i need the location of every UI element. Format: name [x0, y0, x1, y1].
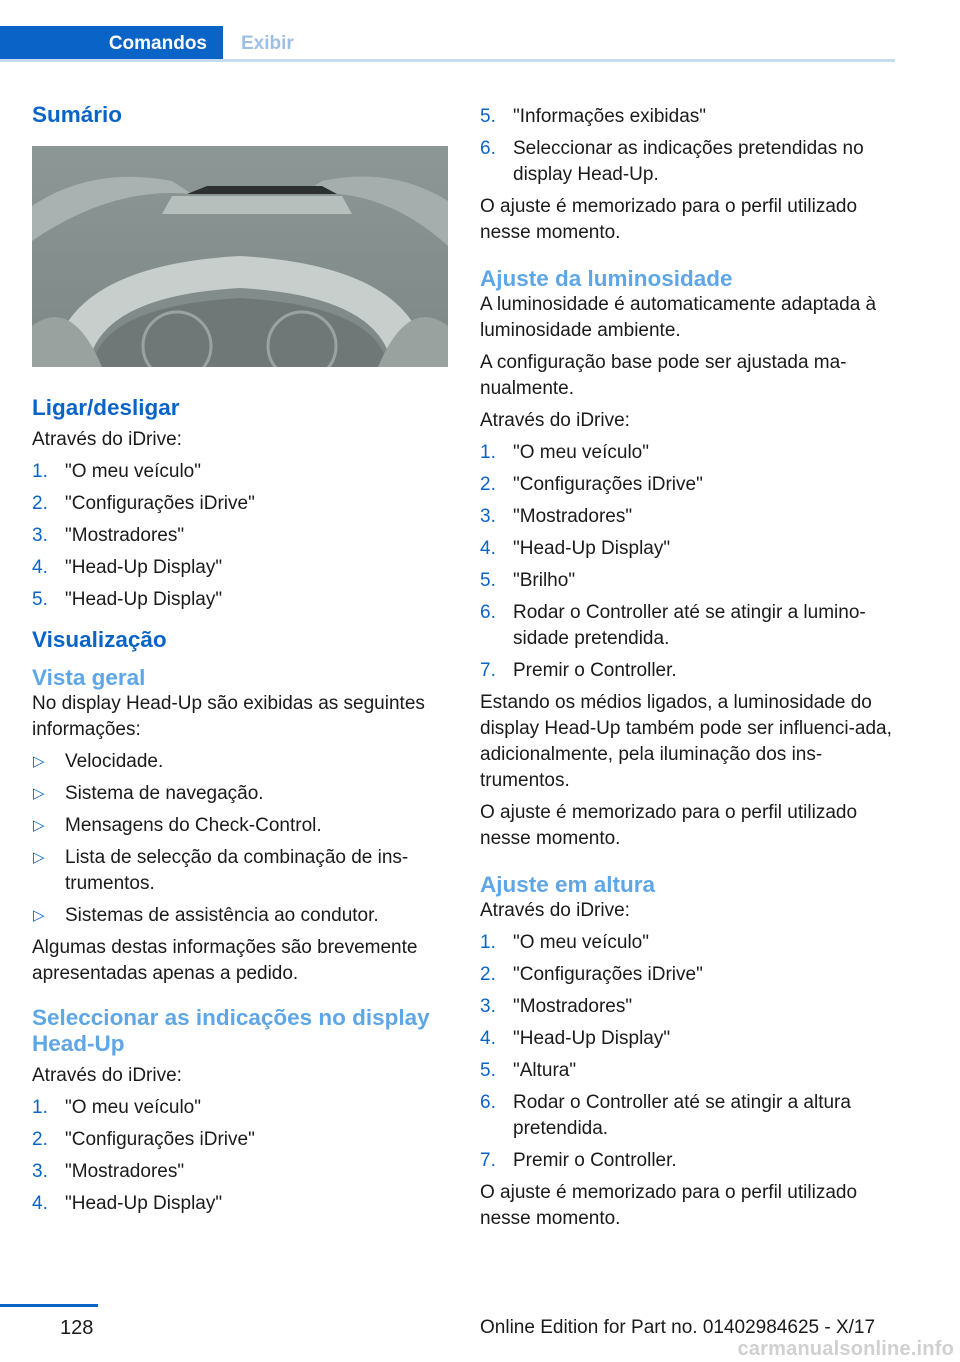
list-item: 1. "O meu veículo": [480, 932, 649, 953]
list-item: 3. "Mostradores": [480, 506, 633, 527]
edition-note: Online Edition for Part no. 01402984625 - X/17: [480, 1317, 876, 1338]
list-item: 4. "Head-Up Display": [32, 557, 223, 578]
vista-heading: Vista geral: [32, 665, 146, 690]
triangle-bullet-icon: ▷: [33, 753, 45, 770]
altura-intro: Através do iDrive:: [480, 900, 630, 921]
tab-exibir[interactable]: Exibir: [241, 33, 294, 54]
triangle-bullet-icon: ▷: [33, 817, 45, 834]
vista-items: [32, 749, 448, 929]
luminosidade-intro: Através do iDrive:: [480, 410, 630, 431]
triangle-bullet-icon: ▷: [33, 785, 45, 802]
page-number: 128: [60, 1317, 94, 1339]
list-item: 3. "Mostradores": [32, 1161, 185, 1182]
list-item: 1. "O meu veículo": [32, 461, 201, 482]
list-item: 1. "O meu veículo": [480, 442, 649, 463]
list-item: 5. "Head-Up Display": [32, 589, 223, 610]
list-item: ▷ Mensagens do Check-Control.: [32, 813, 448, 839]
seleccionar-intro: Através do iDrive:: [32, 1065, 182, 1086]
ligar-heading: Ligar/desligar: [32, 395, 180, 420]
left-column: [32, 100, 448, 1223]
list-item: 3. "Mostradores": [480, 996, 633, 1017]
triangle-bullet-icon: ▷: [33, 907, 45, 924]
list-item: 5. "Informações exibidas": [480, 106, 707, 127]
tab-comandos[interactable]: Comandos: [0, 26, 223, 62]
luminosidade-p1: A luminosidade é automaticamente adaptada à luminosidade ambiente.: [480, 294, 877, 341]
luminosidade-heading: Ajuste da luminosidade: [480, 266, 733, 291]
seleccionar-steps: [32, 1095, 448, 1217]
list-item: 2. "Configurações iDrive": [32, 493, 255, 514]
list-item: 6. Seleccionar as indicações pretendidas no display Head-Up.: [480, 138, 864, 185]
list-item: 4. "Head-Up Display": [480, 538, 671, 559]
list-item: 2. "Configurações iDrive": [480, 964, 703, 985]
luminosidade-p2: A configuração base pode ser ajustada ma-nualmente.: [480, 352, 847, 399]
head-up-display-photo: [32, 146, 448, 367]
list-item: 2. "Configurações iDrive": [480, 474, 703, 495]
list-item: 2. "Configurações iDrive": [32, 1129, 255, 1150]
list-item: 5. "Brilho": [480, 570, 576, 591]
list-item: ▷ Sistema de navegação.: [32, 781, 448, 807]
list-item: 6. Rodar o Controller até se atingir a altura pretendida.: [480, 1092, 851, 1139]
list-item: 7. Premir o Controller.: [480, 660, 677, 681]
tab-bar: [0, 26, 895, 62]
vista-intro: No display Head-Up são exibidas as seguintes informações:: [32, 693, 425, 740]
list-item: 4. "Head-Up Display": [32, 1193, 223, 1214]
seleccionar-heading: Seleccionar as indicações no display Head-Up: [32, 1005, 430, 1056]
list-item: 7. Premir o Controller.: [480, 1150, 677, 1171]
tab-underline: [0, 59, 895, 62]
list-item: 4. "Head-Up Display": [480, 1028, 671, 1049]
visualizacao-heading: Visualização: [32, 627, 167, 652]
triangle-bullet-icon: ▷: [33, 849, 45, 866]
page-number-bar: [0, 1304, 98, 1307]
right-column: [480, 104, 895, 1238]
seleccionar-steps-cont: [480, 104, 895, 188]
list-item: 3. "Mostradores": [32, 525, 185, 546]
ligar-intro: Através do iDrive:: [32, 429, 182, 450]
ligar-steps: [32, 459, 448, 613]
summary-heading: Sumário: [32, 102, 123, 127]
list-item: ▷ Lista de selecção da combinação de ins-trumentos.: [33, 847, 409, 894]
list-item: 1. "O meu veículo": [32, 1097, 201, 1118]
altura-steps: [480, 930, 895, 1174]
luminosidade-p3: Estando os médios ligados, a luminosidade do display Head-Up também pode ser influenci-ada, adicionalmente, pela iluminação dos ins-trumentos.: [480, 692, 892, 791]
list-item: 6. Rodar o Controller até se atingir a lumino-sidade pretendida.: [480, 602, 866, 649]
luminosidade-steps: [480, 440, 895, 684]
seleccionar-note: O ajuste é memorizado para o perfil utilizado nesse momento.: [480, 196, 858, 243]
list-item: ▷ Sistemas de assistência ao condutor.: [32, 903, 448, 929]
altura-heading: Ajuste em altura: [480, 872, 656, 897]
list-item: 5. "Altura": [480, 1060, 577, 1081]
luminosidade-p4: O ajuste é memorizado para o perfil utilizado nesse momento.: [480, 802, 858, 849]
list-item: ▷ Velocidade.: [32, 749, 448, 775]
altura-note: O ajuste é memorizado para o perfil utilizado nesse momento.: [480, 1182, 858, 1229]
watermark: carmanualsonline.info: [737, 1338, 954, 1360]
vista-note: Algumas destas informações são brevemente apresentadas apenas a pedido.: [32, 937, 418, 984]
